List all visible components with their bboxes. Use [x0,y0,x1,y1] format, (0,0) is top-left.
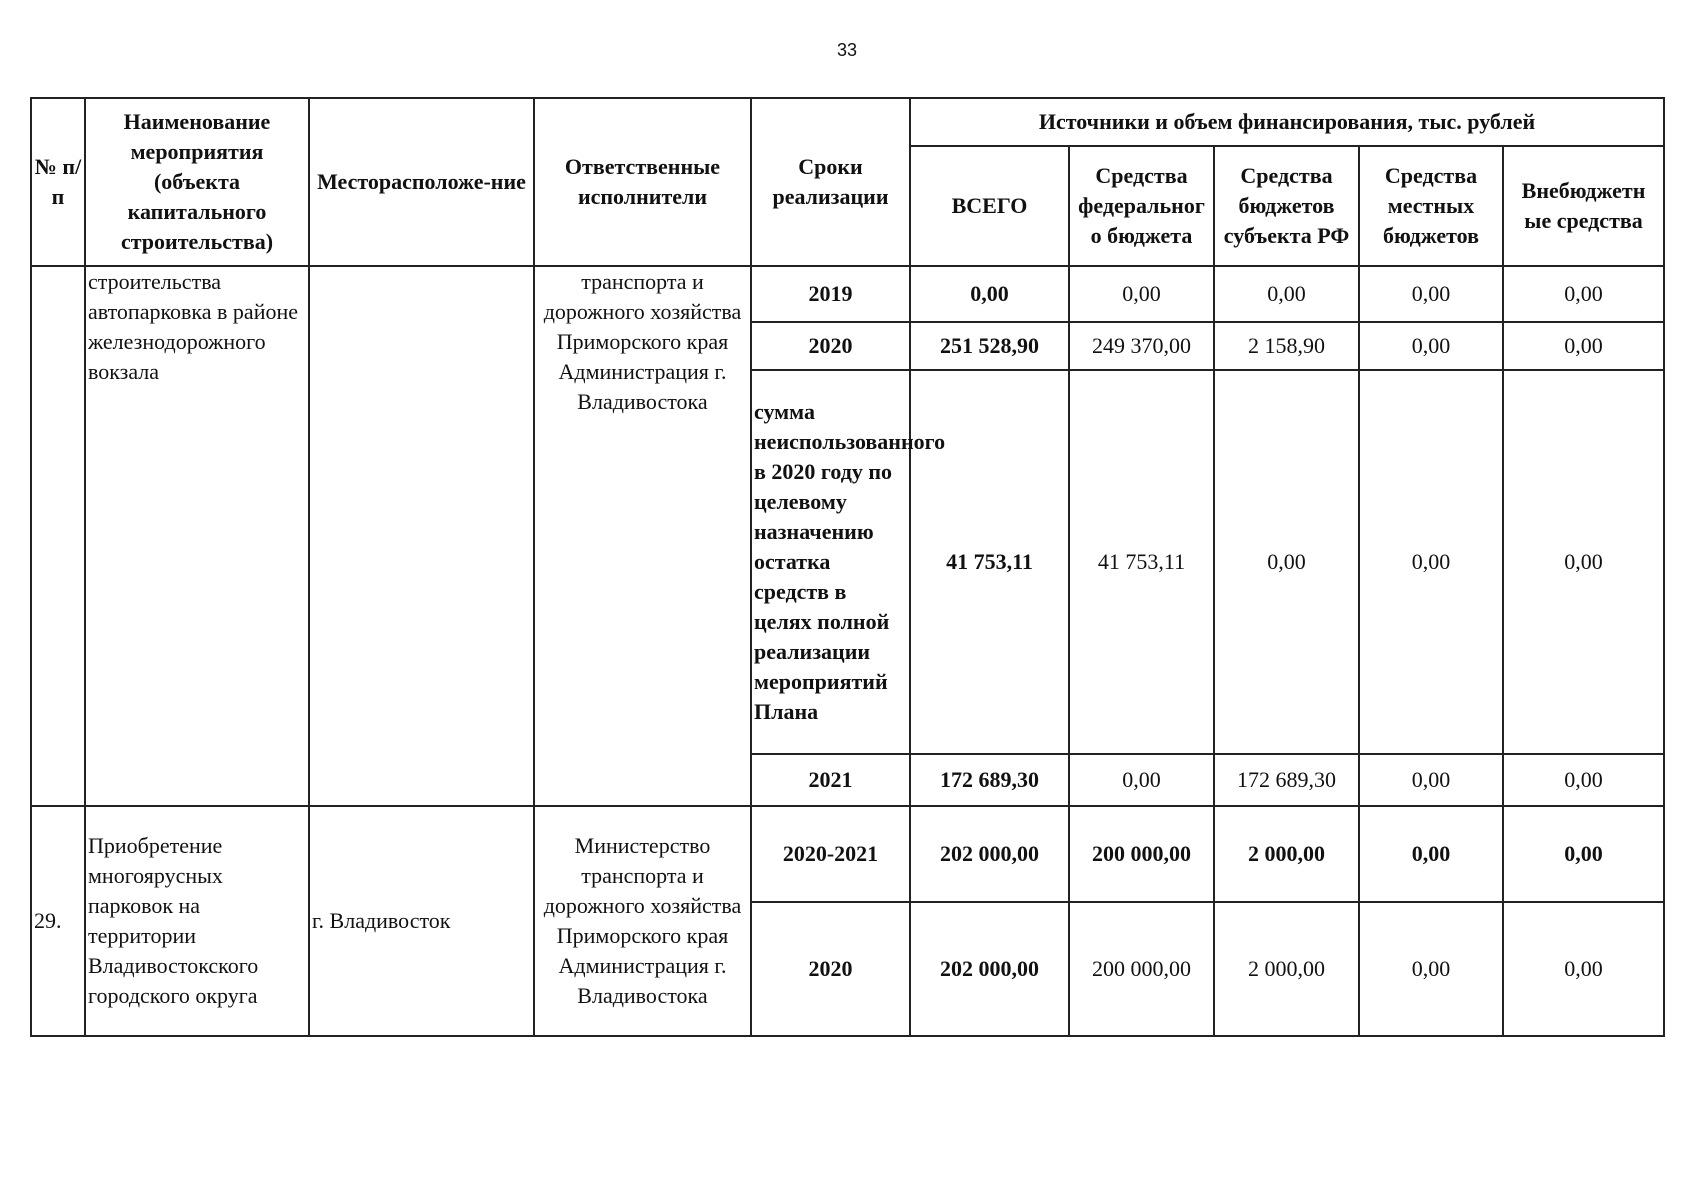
header-funding-group: Источники и объем финансирования, тыс. рублей [910,98,1664,146]
subject-cell: 2 000,00 [1214,902,1359,1036]
local-cell: 0,00 [1359,806,1503,902]
header-period: Сроки реализации [751,98,910,266]
subject-cell: 172 689,30 [1214,754,1359,806]
row-location: г. Владивосток [309,806,534,1036]
federal-cell: 0,00 [1069,266,1214,322]
period-cell: 2020 [751,902,910,1036]
table-row [31,806,1664,902]
extra-cell: 0,00 [1503,322,1664,370]
local-cell: 0,00 [1359,754,1503,806]
row-responsible: Министерство транспорта и дорожного хозяйства Приморского края Администрация г. Владивостока [534,806,751,1036]
table-row [31,266,1664,322]
period-cell: 2019 [751,266,910,322]
total-cell: 0,00 [910,266,1069,322]
period-cell: 2020 [751,322,910,370]
row-num [31,266,85,806]
subject-cell: 2 158,90 [1214,322,1359,370]
total-cell: 41 753,11 [910,370,1069,754]
row-responsible: транспорта и дорожного хозяйства Приморского края Администрация г. Владивостока [534,266,751,806]
subject-cell: 0,00 [1214,266,1359,322]
header-local: Средства местных бюджетов [1359,146,1503,266]
extra-cell: 0,00 [1503,266,1664,322]
header-total: ВСЕГО [910,146,1069,266]
header-row-1 [31,98,1664,146]
total-cell: 202 000,00 [910,806,1069,902]
row-name: Приобретение многоярусных парковок на территории Владивостокского городского округа [85,806,309,1036]
period-cell: 2020-2021 [751,806,910,902]
federal-cell: 0,00 [1069,754,1214,806]
extra-cell: 0,00 [1503,902,1664,1036]
header-extra: Внебюджетн ые средства [1503,146,1664,266]
row-location [309,266,534,806]
extra-cell: 0,00 [1503,754,1664,806]
subject-cell: 2 000,00 [1214,806,1359,902]
local-cell: 0,00 [1359,266,1503,322]
period-cell: 2021 [751,754,910,806]
header-federal: Средства федеральног о бюджета [1069,146,1214,266]
local-cell: 0,00 [1359,902,1503,1036]
subject-cell: 0,00 [1214,370,1359,754]
page-number: 33 [836,40,858,60]
header-responsible: Ответственные исполнители [534,98,751,266]
federal-cell: 249 370,00 [1069,322,1214,370]
financing-table [30,97,1665,1037]
federal-cell: 200 000,00 [1069,902,1214,1036]
total-cell: 202 000,00 [910,902,1069,1036]
extra-cell: 0,00 [1503,806,1664,902]
federal-cell: 200 000,00 [1069,806,1214,902]
federal-cell: 41 753,11 [1069,370,1214,754]
total-cell: 172 689,30 [910,754,1069,806]
row-name: строительства автопарковка в районе железнодорожного вокзала [85,266,309,806]
local-cell: 0,00 [1359,370,1503,754]
header-subject: Средства бюджетов субъекта РФ [1214,146,1359,266]
row-num: 29. [31,806,85,1036]
header-location: Месторасположе-ние [309,98,534,266]
period-cell-note: сумма неиспользованного в 2020 году по целевому назначению остатка средств в целях полной реализации мероприятий Плана [751,370,910,754]
header-name: Наименование мероприятия (объекта капитального строительства) [85,98,309,266]
local-cell: 0,00 [1359,322,1503,370]
extra-cell: 0,00 [1503,370,1664,754]
header-num: № п/п [31,98,85,266]
total-cell: 251 528,90 [910,322,1069,370]
